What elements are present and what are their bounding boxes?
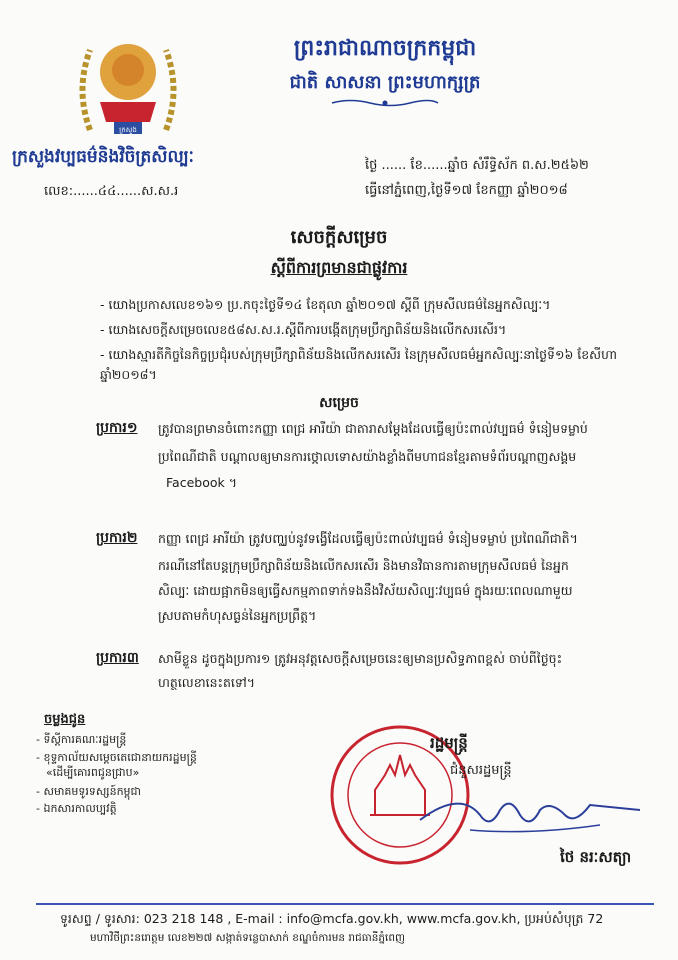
lunar-date: ថ្ងៃ ​​​​​​​​​​......​ ខែ......ឆ្នាំច សំរឹទ្ធិស័ក ព.ស.២៥៦២ (365, 158, 589, 173)
footer-divider (36, 903, 654, 905)
article-1-label: ប្រការ១ (96, 420, 138, 436)
cc-item: - ខុទ្ទកាល័យសម្តេចតេជោនាយករដ្ឋមន្ត្រី (36, 751, 197, 764)
kingdom-heading: ព្រះរាជាណាចក្រកម្ពុជា (293, 36, 477, 61)
solar-date: ធ្វើនៅភ្នំពេញ,ថ្ងៃទី១៧ ខែកញ្ញា ឆ្នាំ២០១៨ (365, 183, 568, 198)
basis-item: - យោងស្មារតីកិច្ចនៃកិច្ចប្រជុំរបស់ក្រុមប្រឹក្សាពិន័យនិងលើកសរសើរ នៃក្រុមសីលធម៌អ្នកសិល្បៈនាថ្ងៃទី១៦ ខែសីហា ឆ្នាំ២០១៨។ (100, 347, 617, 382)
logo-text: ក្រសួង (119, 126, 137, 134)
article-2-line: កញ្ញា ពេជ្រ អារីយ៉ា ត្រូវបញ្ឈប់នូវទង្វើដែលធ្វើឲ្យប៉ះពាល់វប្បធម៌ ទំនៀមទម្លាប់ ប្រពៃណីជាតិ។ (158, 531, 578, 546)
ministry-logo-icon (70, 30, 186, 142)
article-3-label: ប្រការ៣ (96, 650, 139, 666)
footer-contact: ទូរសព្ទ / ទូរសារ: 023 218 148 , E-mail : info@mcfa.gov.kh, www.mcfa.gov.kh, ប្រអប់សំបុត្រ 72 (60, 911, 604, 926)
signature-icon (400, 780, 650, 840)
article-2-line: ស្របតាមកំហុសធ្ងន់នៃអ្នកប្រព្រឹត្ត។ (158, 608, 317, 623)
article-1-line: ប្រពៃណីជាតិ បណ្តាលឲ្យមានការថ្កោលទោសយ៉ាងខ្លាំងពីមហាជនខ្មែរតាមទំព័របណ្តាញសង្គម (158, 449, 577, 464)
article-3-line: សាមីខ្លួន ដូចក្នុងប្រការ១ ត្រូវអនុវត្តសេចក្តីសម្រេចនេះឲ្យមានប្រសិទ្ធភាពខ្ពស់ ចាប់ពីថ្ងៃចុះ (158, 651, 563, 666)
cc-item: - សមាគមទូរទស្សន៍កម្ពុជា (36, 785, 142, 798)
article-2-line: ករណីនៅតែបន្តក្រុមប្រឹក្សាពិន័យនិងលើកសរសើរ និងមានវិធានការតាមក្រុមសីលធម៌ នៃអ្នក (158, 558, 569, 573)
signer-role: រដ្ឋមន្ត្រី (430, 734, 468, 752)
cc-item: - ឯកសារកាលប្បវត្តិ (36, 802, 117, 815)
cc-item: - ទីស្តីការគណៈរដ្ឋមន្ត្រី (36, 733, 127, 746)
document-title: សេចក្តីសម្រេច (290, 227, 388, 248)
article-1-line: Facebook ។ (166, 475, 237, 490)
ornament-divider (330, 98, 440, 108)
article-2-line: សិល្បៈ ដោយផ្អាកមិនឲ្យធ្វើសកម្មភាពទាក់ទងនឹងវិស័យសិល្បៈវប្បធម៌ ក្នុងរយៈពេលណាមួយ (158, 583, 573, 598)
footer-address: មហាវិថីព្រះនរោត្តម លេខ២២៧ សង្កាត់ទន្លេបាសាក់ ខណ្ឌចំការមន រាជធានីភ្នំពេញ (90, 932, 406, 944)
document-subtitle: ស្តីពីការព្រមានជាផ្លូវការ (270, 258, 408, 277)
ministry-name: ក្រសួងវប្បធម៌និងវិចិត្រសិល្បៈ (12, 147, 194, 167)
reference-number: លេខ:......៤៤......ស.ស.រ (44, 184, 179, 199)
article-3-line: ហត្ថលេខានេះតទៅ។ (158, 675, 256, 690)
signer-name: ថៃ នរៈសត្យា (560, 848, 632, 866)
decides-heading: សម្រេច (319, 395, 359, 411)
cc-item: «ដើម្បីគោរពជូនជ្រាប» (46, 766, 140, 779)
signer-subtitle: ជំនួសរដ្ឋមន្ត្រី (450, 763, 512, 778)
cc-heading: ចម្លងជូន (44, 712, 86, 727)
article-2-label: ប្រការ២ (96, 530, 138, 546)
basis-item: - យោងសេចក្តីសម្រេចលេខ៥៨ស.ស.រ.ស្តីពីការបង្កើតក្រុមប្រឹក្សាពិន័យនិងលើកសរសើរ។ (100, 322, 507, 337)
article-1-line: ត្រូវបានព្រមានចំពោះកញ្ញា ពេជ្រ អារីយ៉ា ជាតារាសម្តែងដែលធ្វើឲ្យប៉ះពាល់វប្បធម៌ ទំនៀមទម្លាប់ (158, 421, 588, 436)
basis-item: - យោងប្រកាសលេខ១៦១ ប្រ.កចុះថ្ងៃទី១៤ ខែតុលា ឆ្នាំ២០១៧ ស្តីពី ក្រុមសីលធម៌នៃអ្នកសិល្បៈ។ (100, 297, 551, 312)
motto-heading: ជាតិ សាសនា ព្រះមហាក្សត្រ (289, 72, 481, 93)
